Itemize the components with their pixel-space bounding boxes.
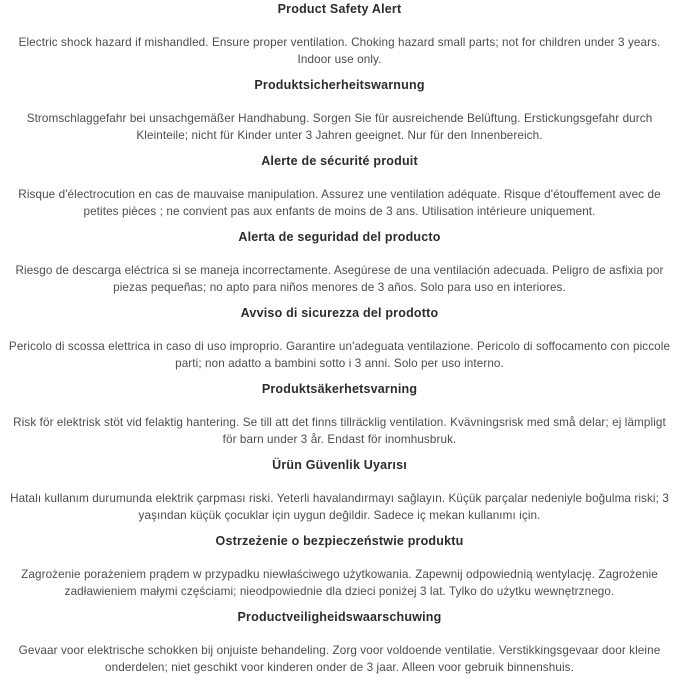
safety-alert-section-de: [5, 78, 674, 144]
safety-alert-heading: Ostrzeżenie o bezpieczeństwie produktu: [215, 534, 464, 548]
safety-alert-heading: Alerta de seguridad del producto: [238, 230, 441, 244]
safety-alert-heading: Productveiligheidswaarschuwing: [237, 610, 442, 624]
safety-alert-section-fr: [5, 154, 674, 220]
safety-alert-heading: Produktsicherheitswarnung: [254, 78, 425, 92]
safety-alert-body: Gevaar voor elektrische schokken bij onjuiste behandeling. Zorg voor voldoende ventilatie. Verstikkingsgevaar door kleine onderdelen; niet geschikt voor kinderen onder de 3 jaar. Alleen voor gebruik binnenshuis.: [18, 644, 661, 674]
safety-alert-body: Zagrożenie porażeniem prądem w przypadku niewłaściwego użytkowania. Zapewnij odpowiednią wentylację. Zagrożenie zadławieniem małymi częściami; nieodpowiednie dla dzieci poniżej 3 lat. Tylko do użytku wewnętrznego.: [21, 568, 658, 598]
safety-alert-section-sv: [5, 382, 674, 448]
safety-alert-section-it: [5, 306, 674, 372]
safety-alert-section-tr: [5, 458, 674, 524]
safety-alert-section-nl: [5, 610, 674, 676]
safety-alert-body: Stromschlaggefahr bei unsachgemäßer Handhabung. Sorgen Sie für ausreichende Belüftung. Erstickungsgefahr durch Kleinteile; nicht für Kinder unter 3 Jahren geeignet. Nur für den Innenbereich.: [26, 112, 653, 142]
safety-alert-heading: Product Safety Alert: [277, 2, 402, 16]
safety-alert-body: Pericolo di scossa elettrica in caso di uso improprio. Garantire un'adeguata ventilazione. Pericolo di soffocamento con piccole parti; non adatto a bambini sotto i 3 anni. Solo per uso interno.: [8, 340, 671, 370]
safety-alert-section-pl: [5, 534, 674, 600]
safety-alert-heading: Ürün Güvenlik Uyarısı: [272, 458, 407, 472]
safety-alert-heading: Avviso di sicurezza del prodotto: [240, 306, 439, 320]
safety-alert-section-es: [5, 230, 674, 296]
safety-alert-body: Hatalı kullanım durumunda elektrik çarpması riski. Yeterli havalandırmayı sağlayın. Küçük parçalar nedeniyle boğulma riski; 3 yaşından küçük çocuklar için uygun değildir. Sadece iç mekan kullanımı için.: [10, 492, 669, 522]
safety-alert-heading: Alerte de sécurité produit: [261, 154, 418, 168]
safety-alert-heading: Produktsäkerhetsvarning: [261, 382, 418, 396]
safety-alert-body: Risk för elektrisk stöt vid felaktig hantering. Se till att det finns tillräcklig ventilation. Kvävningsrisk med små delar; ej lämpligt för barn under 3 år. Endast för inomhusbruk.: [13, 416, 666, 446]
safety-alert-body: Electric shock hazard if mishandled. Ensure proper ventilation. Choking hazard small parts; not for children under 3 years. Indoor use only.: [18, 36, 661, 66]
safety-alert-body: Risque d'électrocution en cas de mauvaise manipulation. Assurez une ventilation adéquate. Risque d'étouffement avec de petites pièces ; ne convient pas aux enfants de moins de 3 ans. Utilisation intérieure uniquement.: [18, 188, 661, 218]
safety-alert-section-en: [5, 2, 674, 68]
safety-alert-body: Riesgo de descarga eléctrica si se maneja incorrectamente. Asegúrese de una ventilación adecuada. Peligro de asfixia por piezas pequeñas; no apto para niños menores de 3 años. Solo para uso en interiores.: [15, 264, 664, 294]
